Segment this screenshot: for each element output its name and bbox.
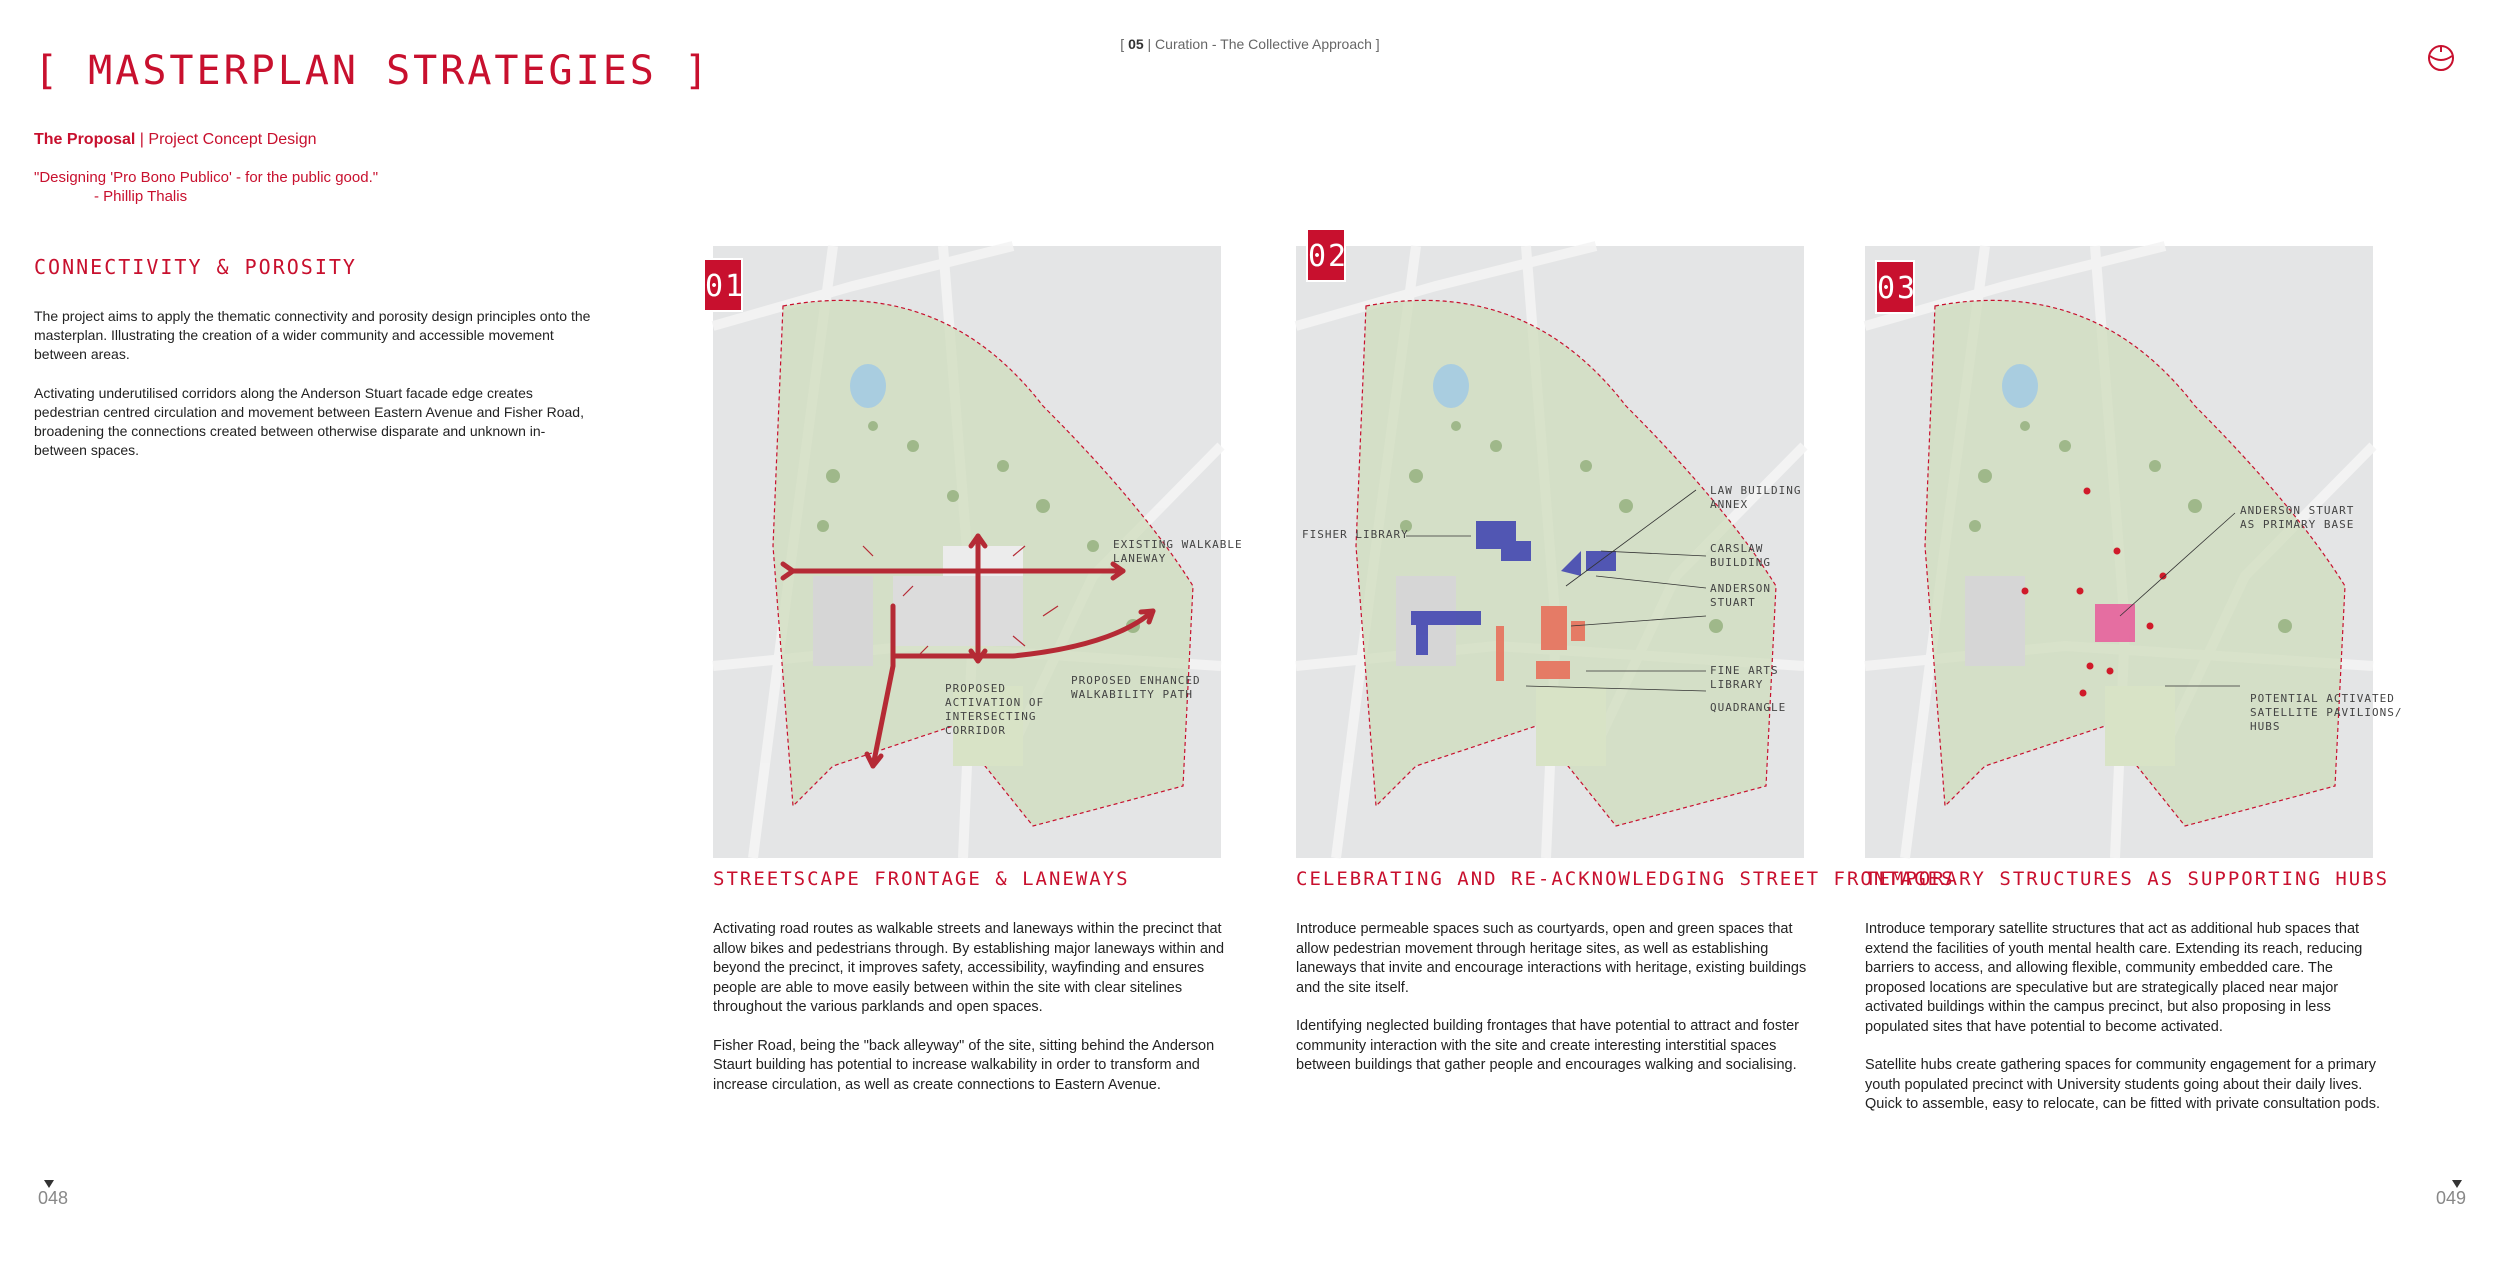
map-label: BUILDING [1710,556,1771,569]
map-label: WALKABILITY PATH [1071,688,1193,701]
intro-paragraph: Activating underutilised corridors along the Anderson Stuart facade edge creates pedestrian centred circulation and movement between Eastern Avenue and Fisher Road, broadening the connections created between otherwise disparate and unknown in-between spaces. [34,385,584,458]
map-label: HUBS [2250,720,2281,733]
panel-paragraph: Identifying neglected building frontages that have potential to attract and foster community interaction with the site and create interesting interstitial spaces between buildings that gather people and encourages walking and socialising. [1296,1018,1800,1073]
panel-paragraph: Activating road routes as walkable streets and laneways within the precinct that allow bikes and pedestrians through. By establishing major laneways within and beyond the precinct, it improves safety, accessibility, wayfinding and ensures people are able to move easily between within the site with clear sitelines throughout the various parklands and open spaces. [713,921,1225,1015]
map-label: LAW BUILDING [1710,484,1802,497]
header-open-bracket: [ [1120,36,1125,52]
panel-badge: 03 [1875,260,1915,314]
panel-heading: CELEBRATING AND RE-ACKNOWLEDGING STREET FRONTAGES [1296,868,1955,890]
strategy-panel-3 [1865,246,2403,1112]
page-number-right: 049 [2436,1188,2467,1208]
map-label: CARSLAW [1710,542,1764,555]
quote [34,168,378,206]
page-number-left: 048 [38,1188,69,1208]
map-label: PROPOSED ENHANCED [1071,674,1201,687]
subtitle [34,131,317,149]
map-label: QUADRANGLE [1710,701,1787,714]
panel-body [713,920,1233,1114]
site-map-3 [1865,246,2403,858]
section-title: | Curation - The Collective Approach ] [1147,36,1380,52]
map-label: FISHER LIBRARY [1302,528,1409,541]
panel-heading: STREETSCAPE FRONTAGE & LANEWAYS [713,868,1130,890]
subtitle-bold: The Proposal [34,131,136,148]
map-label: EXISTING WALKABLE [1113,538,1243,551]
map-label: ANNEX [1710,498,1749,511]
map-label: SATELLITE PAVILIONS/ [2250,706,2403,719]
panel-paragraph: Satellite hubs create gathering spaces for community engagement for a primary youth populated precinct with University students going about their daily lives. Quick to assemble, easy to relocate, can be fitted with private consultation pods. [1865,1057,2381,1112]
panel-heading: TEMPORARY STRUCTURES AS SUPPORTING HUBS [1865,868,2390,890]
site-map-2 [1296,246,1804,858]
map-label: POTENTIAL ACTIVATED [2250,692,2395,705]
map-label: ANDERSON STUART [2240,504,2355,517]
connectivity-intro [34,307,594,480]
map-label: LIBRARY [1710,678,1764,691]
map-label: CORRIDOR [945,724,1006,737]
panel-badge: 02 [1306,228,1346,282]
map-label: ACTIVATION OF [945,696,1045,709]
site-map-1 [713,246,1243,858]
map-label: INTERSECTING [945,710,1037,723]
map-label: PROPOSED [945,682,1006,695]
quote-author: - Phillip Thalis [94,188,188,205]
panel-body [1865,920,2385,1134]
panel-body [1296,920,1816,1095]
map-label: STUART [1710,596,1756,609]
page-marker-icon [2452,1180,2462,1188]
connectivity-heading: CONNECTIVITY & POROSITY [34,255,357,279]
panel-paragraph: Introduce permeable spaces such as courtyards, open and green spaces that allow pedestrian movement through heritage sites, as well as establishing laneways that invite and encourage interactions with heritage, existing buildings and the site itself. [1296,921,1807,996]
strategy-panel-1 [705,246,1243,1093]
map-label: LANEWAY [1113,552,1167,565]
page-title: [ MASTERPLAN STRATEGIES ] [34,48,712,94]
logo-icon [2427,44,2455,72]
section-header [1000,36,1500,52]
quote-text: "Designing 'Pro Bono Publico' - for the public good." [34,169,379,186]
panel-badge: 01 [703,258,743,312]
page-marker-icon [44,1180,54,1188]
panel-paragraph: Fisher Road, being the "back alleyway" of the site, sitting behind the Anderson Staurt building has potential to increase walkability in order to transform and increase circulation, as well as create connections to Eastern Avenue. [713,1037,1215,1093]
map-label: AS PRIMARY BASE [2240,518,2355,531]
section-number: 05 [1128,36,1144,52]
map-label: ANDERSON [1710,582,1771,595]
panel-paragraph: Introduce temporary satellite structures that act as additional hub spaces that extend the facilities of youth mental health care. Extending its reach, reducing barriers to access, and allowing flexible, community embedded care. The proposed locations are speculative but are strategically placed near major activated buildings within the campus precinct, but also proposing in less populated sites that have potential to become activated. [1865,921,2363,1035]
intro-paragraph: The project aims to apply the thematic connectivity and porosity design principles onto the masterplan. Illustrating the creation of a wider community and accessible movement between areas. [34,308,591,362]
subtitle-rest: | Project Concept Design [135,131,317,148]
map-label: FINE ARTS [1710,664,1779,677]
